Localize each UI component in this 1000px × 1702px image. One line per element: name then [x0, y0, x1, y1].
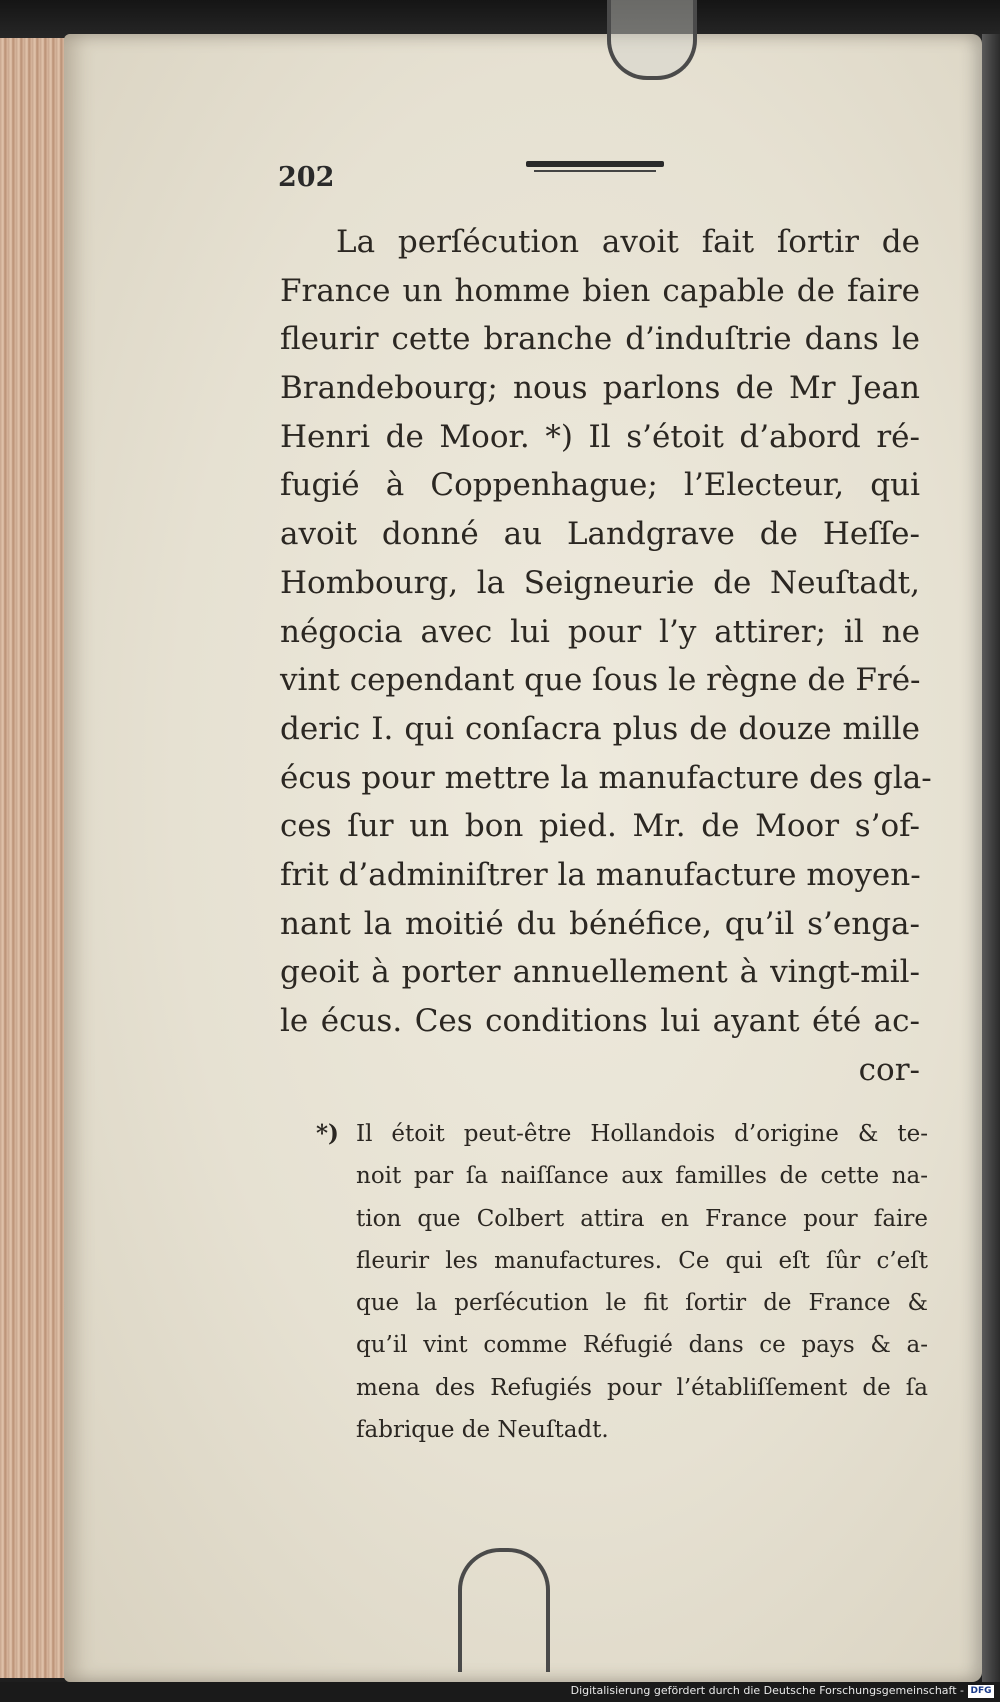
text-line: le écus. Ces conditions lui ayant été ac- [280, 1003, 920, 1039]
text-line: ces ſur un bon pied. Mr. de Moor s’of- [280, 808, 920, 845]
text-line: vint cependant que ſous le règne de Fré- [280, 662, 921, 699]
text-line: écus pour mettre la manufacture des gla- [280, 759, 932, 796]
text-line: fleurir cette branche d’induſtrie dans le [280, 321, 920, 358]
text-line: France un homme bien capable de faire [280, 272, 920, 309]
footnote-line: fabrique de Neuſtadt. [356, 1417, 609, 1444]
page-number: 202 [278, 162, 335, 193]
catchword: cor- [858, 1051, 920, 1088]
book-spine-shadow [982, 34, 1000, 1682]
footnote-line: Il étoit peut-être Hollandois d’origine & te- [356, 1121, 928, 1147]
text-line: nant la moitié du bénéfice, qu’il s’enga- [280, 905, 920, 942]
text-line: avoit donné au Landgrave de Heſſe- [280, 516, 920, 553]
footnote [316, 1113, 928, 1451]
body-text [280, 218, 932, 1094]
text-line: geoit à porter annuellement à vingt-mil- [280, 954, 920, 991]
text-line: deric I. qui conſacra plus de douze mille [280, 710, 920, 747]
page-clip-bottom [458, 1548, 550, 1672]
header-ornament-rule [526, 161, 664, 167]
footnote-line: qu’il vint comme Réfugié dans ce pays & a- [356, 1332, 928, 1359]
text-line: négocia avec lui pour l’y attirer; il ne [280, 613, 920, 650]
digitization-credit: Digitalisierung gefördert durch die Deutsche Forschungsgemeinschaft - [570, 1684, 964, 1697]
footnote-line: que la perſécution le fit ſortir de France & [356, 1290, 928, 1317]
dfg-logo: DFG [968, 1685, 994, 1698]
text-line: La perſécution avoit fait ſortir de [336, 224, 920, 260]
text-line: frit d’adminiſtrer la manufacture moyen- [280, 856, 921, 893]
book-page-edges [0, 38, 72, 1678]
footnote-marker: *) [316, 1120, 339, 1147]
footnote-line: fleurir les manufactures. Ce qui eſt ſûr c’eſt [356, 1247, 928, 1274]
text-line: fugié à Coppenhague; l’Electeur, qui [280, 467, 920, 504]
footnote-line: tion que Colbert attira en France pour faire [356, 1205, 928, 1232]
text-line: Hombourg, la Seigneurie de Neuſtadt, [280, 564, 920, 601]
footnote-line: mena des Refugiés pour l’établiſſement de ſa [356, 1374, 928, 1401]
footnote-line: noit par ſa naiſſance aux familles de cette na- [356, 1163, 928, 1190]
header-ornament-rule-thin [534, 170, 656, 172]
page-clip-top [607, 0, 697, 80]
text-line: Brandebourg; nous parlons de Mr Jean [280, 370, 920, 407]
text-line: Henri de Moor. *) Il s’étoit d’abord ré- [280, 418, 920, 455]
